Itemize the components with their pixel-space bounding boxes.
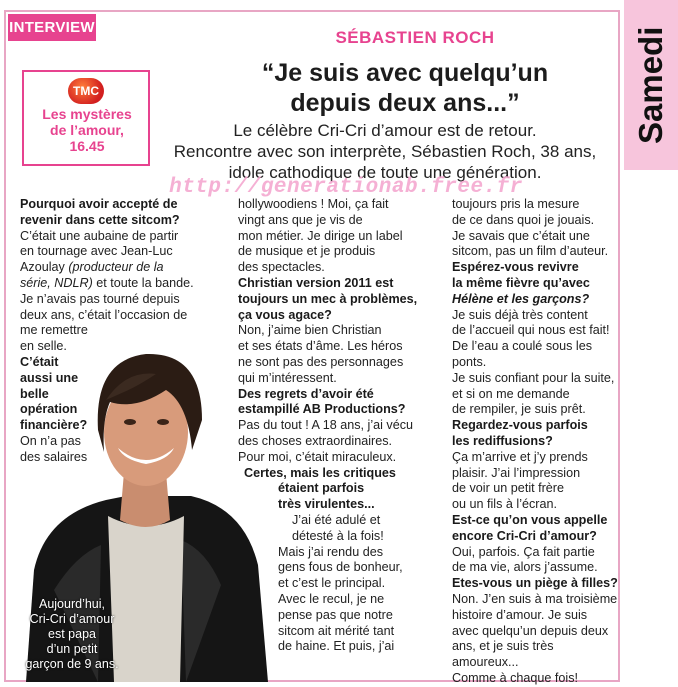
section-tag: INTERVIEW	[8, 14, 96, 41]
answer-line: Pour moi, c’était miraculeux.	[238, 449, 397, 464]
answer-line: de voir un petit frère	[452, 481, 565, 496]
article-column-1	[20, 197, 215, 466]
tv-show-line: de l’amour,	[50, 122, 124, 138]
question: étaient parfois	[278, 481, 365, 496]
answer-line: De l’eau a coulé sous les ponts.	[452, 339, 593, 369]
answer-line: Je n’avais pas tourné depuis	[20, 291, 180, 306]
answer-line: plaisir. J’ai l’impression	[452, 465, 581, 480]
answer-line: Non. J’en suis à ma troisième	[452, 591, 618, 606]
question: Christian version 2011 est	[238, 275, 394, 290]
answer-italic: (producteur de la	[68, 260, 164, 275]
headline-line: “Je suis avec quelqu’un	[261, 59, 549, 87]
answer-line: Je suis déjà très content	[452, 307, 588, 322]
question: Espérez-vous revivre	[452, 260, 579, 275]
answer-line: Oui, parfois. Ça fait partie	[452, 544, 595, 559]
intro-line: Rencontre avec son interprète, Sébastien Roch, 38 ans,	[173, 142, 597, 161]
answer-line: de ce dans quoi je jouais.	[452, 212, 595, 227]
answer-line: en tournage avec Jean-Luc	[20, 244, 173, 259]
answer-line: et si on me demande	[452, 386, 570, 401]
intro-line: idole cathodique de toute une génération.	[228, 163, 542, 182]
answer-line: Je savais que c’était une	[452, 228, 590, 243]
question: revenir dans cette sitcom?	[20, 212, 180, 227]
answer-line: de musique et je produis	[238, 244, 376, 259]
answer-line: Non, j’aime bien Christian	[238, 323, 382, 338]
answer-line: gens fous de bonheur,	[278, 560, 403, 575]
question: Etes-vous un piège à filles?	[452, 576, 618, 591]
question: estampillé AB Productions?	[238, 402, 406, 417]
person-name: SÉBASTIEN ROCH	[335, 28, 495, 47]
answer-line: toujours pris la mesure	[452, 197, 580, 211]
answer-line: sitcom ait mérité tant	[278, 623, 395, 638]
answer-line: ou un fils à l’écran.	[452, 497, 558, 512]
question: C’était	[20, 354, 59, 369]
question: Pourquoi avoir accepté de	[20, 197, 178, 211]
answer-line: ans, et je suis très amoureux...	[452, 639, 554, 670]
question: ça vous agace?	[238, 307, 332, 322]
question: les rediffusions?	[452, 433, 553, 448]
answer-line: Mais j’ai rendu des	[278, 544, 383, 559]
answer-line: des spectacles.	[238, 260, 325, 275]
question: Certes, mais les critiques	[244, 465, 396, 480]
question: financière?	[20, 418, 88, 433]
answer-line: sitcom, pas un film d’auteur.	[452, 244, 609, 259]
answer-line: deux ans, c’était l’occasion de	[20, 307, 188, 322]
answer-line: de l’accueil qui nous est fait!	[452, 323, 610, 338]
article-column-2	[238, 197, 426, 655]
answer-line	[20, 260, 215, 276]
answer-line: Pas du tout ! A 18 ans, j’ai vécu	[238, 418, 414, 433]
answer-line: me remettre	[20, 323, 88, 338]
answer-line: Ça m’arrive et j’y prends	[452, 449, 588, 464]
tv-show-line: 16.45	[69, 138, 105, 154]
tv-listing-box	[22, 70, 150, 166]
caption-line: Aujourd’hui,	[38, 597, 105, 611]
question: la même fièvre qu’avec	[452, 275, 590, 290]
answer-line: et c’est le principal.	[278, 576, 386, 591]
tv-show-info	[28, 106, 146, 154]
day-label: Samedi	[632, 26, 669, 144]
question: Est-ce qu’on vous appelle	[452, 512, 608, 527]
answer-line	[20, 276, 215, 292]
question: aussi une	[20, 370, 79, 385]
answer-line: en selle.	[20, 339, 67, 354]
answer-line: ne sont pas des personnages	[238, 354, 404, 369]
question: opération	[20, 402, 78, 417]
answer-line: des choses extraordinaires.	[238, 433, 393, 448]
answer-line: qui m’intéressent.	[238, 370, 337, 385]
caption-line: Cri-Cri d’amour	[29, 612, 115, 626]
answer-line: Comme à chaque fois!	[452, 670, 578, 685]
question: toujours un mec à problèmes,	[238, 291, 418, 306]
answer-italic: série, NDLR)	[20, 275, 93, 290]
answer-line: pense pas que notre	[278, 607, 393, 622]
answer-line: Je suis confiant pour la suite,	[452, 370, 615, 385]
question: encore Cri-Cri d’amour?	[452, 528, 597, 543]
question: belle	[20, 386, 49, 401]
photo-caption	[18, 597, 126, 672]
answer-line: avec quelqu’un depuis deux	[452, 623, 609, 638]
answer-line: C’était une aubaine de partir	[20, 228, 179, 243]
caption-line: d’un petit	[46, 642, 98, 656]
answer-line: de rempiler, je suis prêt.	[452, 402, 586, 417]
answer-line: hollywoodiens ! Moi, ça fait	[238, 197, 389, 211]
question: très virulentes...	[278, 497, 375, 512]
answer-line: vingt ans que je vis de	[238, 212, 363, 227]
answer-line: mon métier. Je dirige un label	[238, 228, 403, 243]
caption-line: est papa	[48, 627, 96, 641]
intro-text	[150, 120, 620, 183]
answer-line: et ses états d’âme. Les héros	[238, 339, 403, 354]
question-italic: Hélène et les garçons?	[452, 291, 590, 306]
answer-text: Azoulay	[20, 260, 65, 275]
caption-line: garçon de 9 ans.	[25, 657, 119, 671]
headline-line: depuis deux ans...”	[290, 89, 520, 117]
answer-line: J’ai été adulé et	[292, 512, 381, 527]
answer-line: des salaires	[20, 449, 88, 464]
answer-line: histoire d’amour. Je suis	[452, 607, 588, 622]
answer-line: Avec le recul, je ne	[278, 591, 385, 606]
answer-text: et toute la bande.	[96, 275, 194, 290]
day-tab	[624, 0, 678, 170]
question	[452, 292, 622, 308]
article-column-3	[452, 197, 622, 687]
answer-line: de ma vie, alors j’assume.	[452, 560, 598, 575]
tmc-channel-logo: TMC	[68, 78, 104, 104]
narrow-block	[20, 355, 110, 466]
watermark-url: http://generationab.free.fr	[169, 176, 523, 199]
tv-show-line: Les mystères	[42, 106, 132, 122]
answer-line: de haine. Et puis, j’ai	[278, 639, 395, 654]
answer-line: détesté à la fois!	[292, 528, 384, 543]
question: Regardez-vous parfois	[452, 418, 588, 433]
headline	[210, 58, 600, 118]
intro-line: Le célèbre Cri-Cri d’amour est de retour.	[233, 121, 537, 140]
answer-line: On n’a pas	[20, 433, 81, 448]
question: Des regrets d’avoir été	[238, 386, 374, 401]
